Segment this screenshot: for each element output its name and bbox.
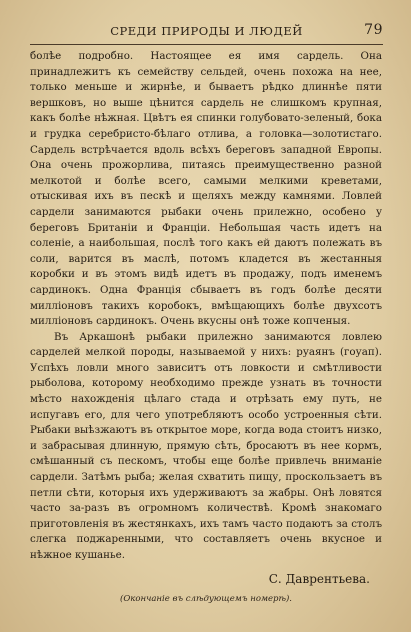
article-body: [30, 49, 382, 564]
continuation-note: (Окончаніе въ слѣдующемъ номерѣ).: [120, 594, 292, 604]
header-rule: [30, 44, 383, 45]
page-number: 79: [364, 22, 383, 38]
running-title: СРЕДИ ПРИРОДЫ И ЛЮДЕЙ: [110, 24, 303, 38]
running-header: [30, 22, 383, 42]
paragraph-1: болѣе подробно. Настоящее ея имя сардель. Она принадлежитъ къ семейству сельдей, очень похожа на нее, только меньше и жирнѣе, и бываетъ рѣдко длиннѣе пяти вершковъ, но выше цѣнится сардель не слишкомъ крупная, какъ болѣе нѣжная. Цвѣтъ ея спинки голубовато-зеленый, бока и грудка серебристо-бѣлаго отлива, а головка—золотистаго. Сардель встрѣчается вдоль всѣхъ береговъ западной Европы. Она очень прожорлива, питаясь преимущественно разной мелкотой и болѣе всего, самыми мелкими креветами, отыскивая ихъ въ пескѣ и щеляхъ между камнями. Ловлей сардели занимаются рыбаки очень прилежно, особено у береговъ Британіи и Франціи. Небольшая часть идетъ на соленіе, а наибольшая, послѣ того какъ ей даютъ полежать въ соли, варится въ маслѣ, потомъ кладется въ жестанныя коробки и въ этомъ видѣ идетъ въ продажу, подъ именемъ сардинокъ. Одна Франція сбываетъ въ годъ болѣе десяти милліоновъ такихъ коробокъ, вмѣщающихъ болѣе двухсотъ милліоновъ сардинокъ. Очень вкусны онѣ тоже копченыя.: [30, 50, 382, 328]
paragraph-2: Въ Аркашонѣ рыбаки прилежно занимаются ловлею сарделей мелкой породы, называемой у нихъ: руаянъ (гоуап). Успѣхъ ловли много зависитъ отъ ловкости и смѣтливости рыболова, которому необходимо прежде узнать въ точности мѣсто нахожденія цѣлаго стада и отрѣзать ему путь, не испугавъ его, для чего употребляютъ особо устроенныя сѣти. Рыбаки выѣзжаютъ въ открытое море, когда вода стоитъ низко, и забрасывая длинную, прямую сѣть, бросаютъ въ нее кормъ, смѣшанный съ пескомъ, чтобы еще болѣе привлечь вниманіе сардели. Затѣмъ рыба; желая схватить пищу, проскользаетъ въ петли сѣти, которыя ихъ удерживаютъ за жабры. Онѣ ловятся часто за-разъ въ огромномъ количествѣ. Кромѣ знакомаго приготовленія въ жестянкахъ, ихъ тамъ часто подаютъ за столъ слегка поджаренными, что составляетъ очень вкусное и нѣжное кушанье.: [30, 330, 382, 561]
author-signature: С. Даврентьева.: [268, 572, 370, 586]
